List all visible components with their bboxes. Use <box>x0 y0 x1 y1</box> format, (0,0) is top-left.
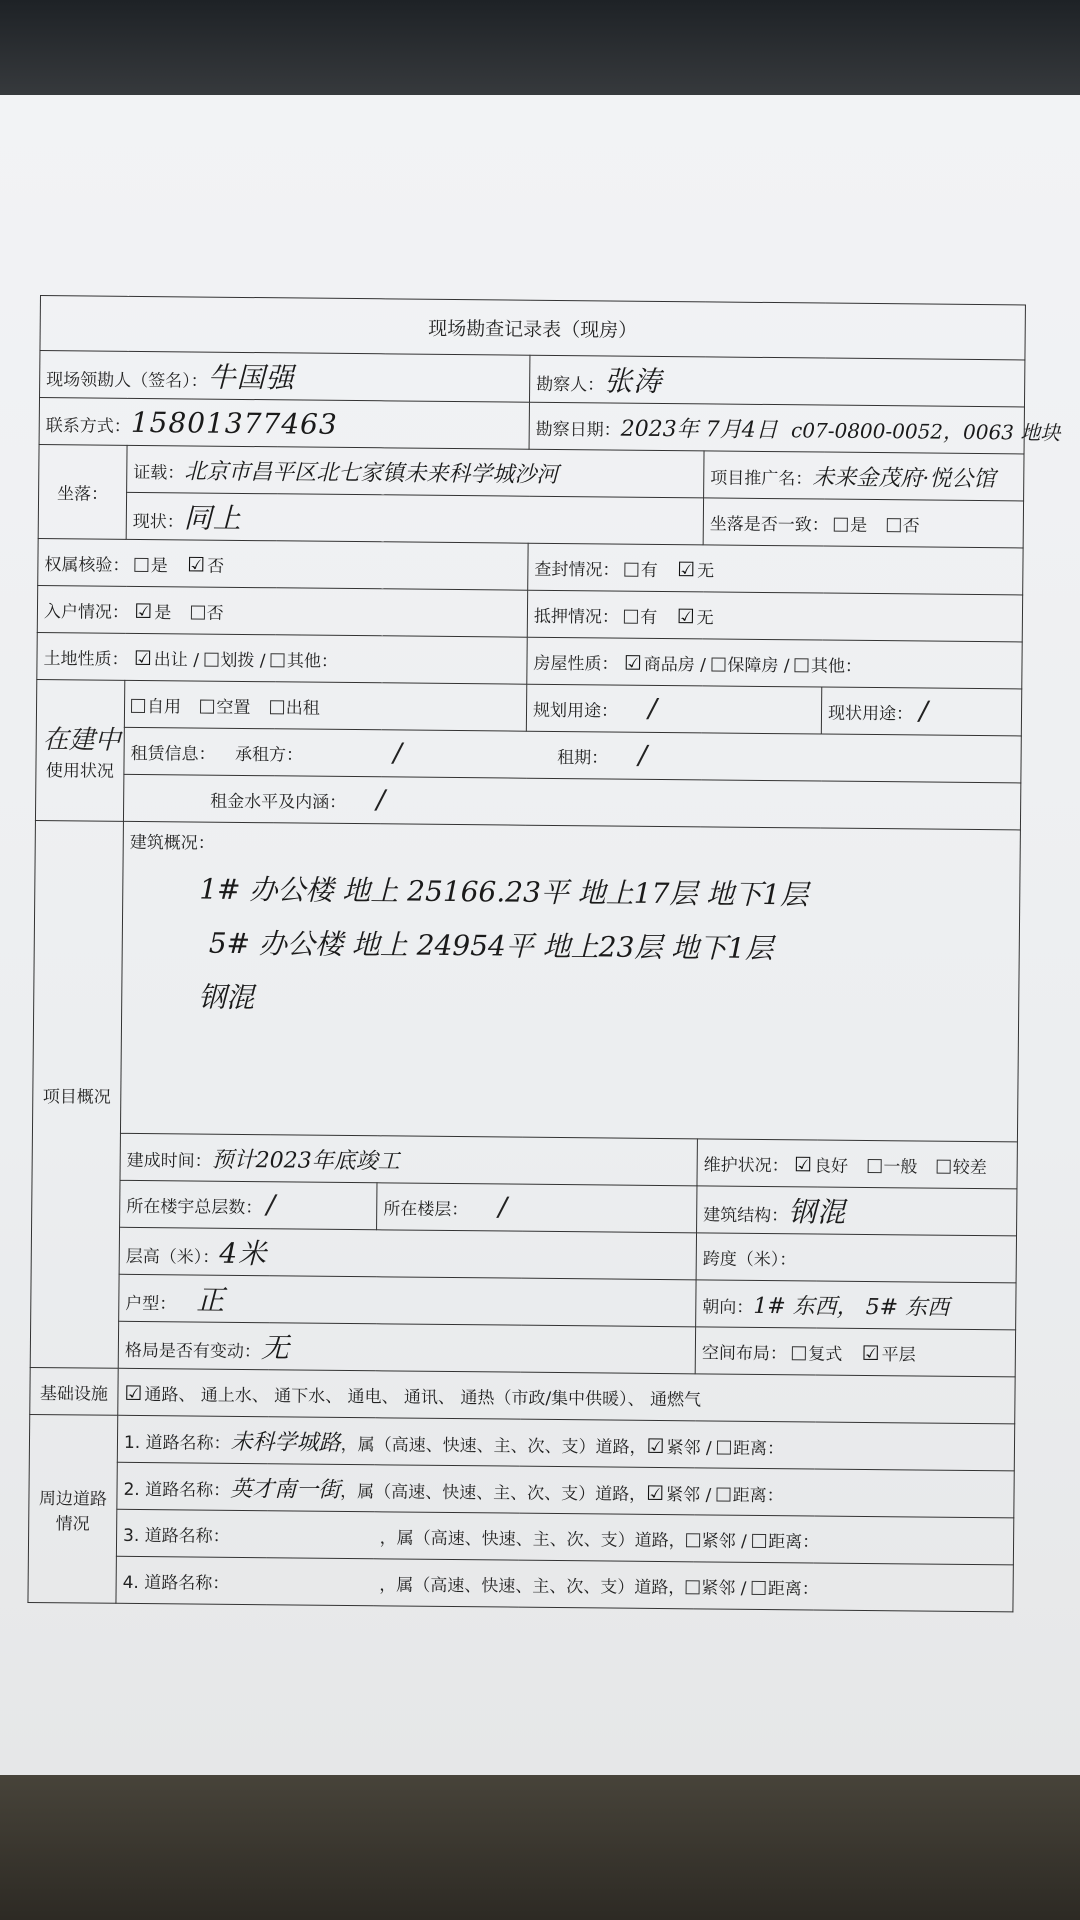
cert-cell <box>127 445 704 498</box>
land-opt2: 划拨 <box>220 650 255 671</box>
location-label: 坐落： <box>38 444 127 539</box>
rent-level-cell <box>123 774 1021 830</box>
unit-type-label: 户型： <box>125 1293 177 1315</box>
building-line-2: 5# 办公楼 地上 24954平 地上23层 地下1层 <box>208 926 774 966</box>
building-overview-cell <box>120 821 1020 1142</box>
house-opt2: 保障房 <box>727 655 779 676</box>
orientation-value: 1# 东西， 5# 东西 <box>753 1293 950 1321</box>
mortgage-has-checkbox[interactable] <box>624 609 638 623</box>
surveyor-label: 勘察人： <box>536 374 605 396</box>
road-2-cell: 2. 道路名称：英才南一街，属（高速、快速、主、次、支）道路，☑ 紧邻 / 距离： <box>117 1462 1015 1518</box>
road-1-dist: 距离： <box>732 1438 785 1459</box>
space-layout-cell <box>695 1327 1016 1377</box>
status-label: 现状： <box>132 511 184 533</box>
contact-cell <box>39 398 529 450</box>
planned-use-cell <box>526 684 821 734</box>
height-value: 4米 <box>219 1236 268 1271</box>
road-3-type: ，属（高速、快速、主、次、支）道路， <box>379 1527 686 1551</box>
lessee-label: 承租方： <box>234 744 304 766</box>
flat-label: 平层 <box>881 1344 916 1365</box>
slash-mark-icon: / <box>392 738 402 769</box>
surveyor-cell <box>529 355 1025 407</box>
lease-cell <box>124 727 1022 783</box>
ownership-label: 权属核验： <box>44 554 130 576</box>
infra-items: 通路、 通上水、 通下水、 通电、 通讯、 通热（市政/集中供暖）、 通燃气 <box>144 1384 702 1410</box>
consistent-yes-label: 是 <box>850 515 868 536</box>
house-opt3: 其他： <box>810 655 863 677</box>
roads-label: 周边道路情况 <box>28 1414 118 1603</box>
road-2-label: 2. 道路名称： <box>123 1479 231 1501</box>
entry-yes-label: 是 <box>154 602 172 623</box>
land-opt2-checkbox[interactable] <box>204 652 218 666</box>
road-3-label: 3. 道路名称： <box>123 1525 230 1547</box>
seal-none-label: 无 <box>697 560 715 581</box>
total-floors-label: 所在楼宇总层数： <box>126 1196 263 1219</box>
consistent-cell <box>703 498 1024 548</box>
maintenance-cell <box>697 1139 1018 1189</box>
desk-background-bottom <box>0 1760 1080 1920</box>
entry-no-checkbox[interactable] <box>191 605 205 619</box>
road-1-type: ，属（高速、快速、主、次、支）道路， <box>340 1434 647 1458</box>
lease-label: 租赁信息： <box>130 743 216 765</box>
land-opt3-checkbox[interactable] <box>271 653 285 667</box>
infra-label: 基础设施 <box>30 1367 118 1415</box>
mortgage-label: 抵押情况： <box>533 606 620 628</box>
land-opt1: 出让 <box>153 649 188 670</box>
entry-no-label: 否 <box>206 603 224 624</box>
usage-rent-checkbox[interactable] <box>270 700 284 714</box>
slash-mark-icon: / <box>647 693 657 724</box>
cert-label: 证载： <box>133 462 185 483</box>
date-note: c07-0800-0052，0063 地块 <box>791 417 1061 445</box>
contact-value: 15801377463 <box>130 405 338 441</box>
leader-signature: 牛国强 <box>207 360 295 395</box>
usage-self-label: 自用 <box>146 696 182 717</box>
road-3-adj-checkbox[interactable] <box>686 1533 700 1547</box>
mortgage-none-label: 无 <box>696 607 714 628</box>
road-1-adj: 紧邻 <box>666 1437 701 1458</box>
road-4-type: ，属（高速、快速、主、次、支）道路， <box>379 1574 686 1598</box>
seal-has-label: 有 <box>640 560 658 581</box>
check-mark-icon: ☑ <box>623 650 642 675</box>
mortgage-cell <box>527 590 1023 642</box>
entry-label: 入户情况： <box>43 601 130 623</box>
layout-change-cell <box>118 1321 695 1374</box>
leader-cell <box>40 351 530 403</box>
check-mark-icon: ☑ <box>646 1480 665 1505</box>
road-4-cell: 4. 道路名称： ，属（高速、快速、主、次、支）道路， 紧邻 / 距离： <box>116 1556 1014 1612</box>
usage-label-cell <box>35 679 124 821</box>
current-use-cell <box>821 687 1022 736</box>
check-mark-icon: ☑ <box>676 603 695 628</box>
house-opt3-checkbox[interactable] <box>795 658 809 672</box>
usage-handwritten: 在建中 <box>42 725 121 756</box>
floor-label: 所在楼层： <box>383 1199 469 1221</box>
maintenance-poor: 较差 <box>952 1157 987 1178</box>
form-table <box>27 295 1061 1612</box>
unit-type-cell <box>119 1274 696 1327</box>
ownership-yes-checkbox[interactable] <box>135 557 149 571</box>
road-2-adj: 紧邻 <box>665 1484 701 1505</box>
road-1-cell: 1. 道路名称：未科学城路，属（高速、快速、主、次、支）道路，☑ 紧邻 / 距离： <box>117 1415 1015 1471</box>
road-3-dist-checkbox[interactable] <box>752 1533 766 1547</box>
status-value: 同上 <box>183 501 243 535</box>
promo-label: 项目推广名： <box>710 467 813 489</box>
desk-background-top <box>0 0 1080 110</box>
house-label: 房屋性质： <box>533 653 619 675</box>
consistent-yes-checkbox[interactable] <box>834 517 848 531</box>
seal-cell <box>528 543 1024 595</box>
usage-rent-label: 出租 <box>285 697 320 719</box>
paper-sheet <box>0 95 1080 1775</box>
check-mark-icon: ☑ <box>793 1151 813 1176</box>
date-cell <box>529 402 1061 454</box>
structure-cell <box>697 1186 1018 1236</box>
structure-label: 建筑结构： <box>703 1205 789 1227</box>
current-use-label: 现状用途： <box>827 703 914 725</box>
date-label: 勘察日期： <box>535 419 621 441</box>
mortgage-has-label: 有 <box>640 607 658 628</box>
orientation-label: 朝向： <box>702 1296 754 1318</box>
cert-value: 北京市昌平区北七家镇未来科学城沙河 <box>184 458 559 488</box>
slash-mark-icon: / <box>918 696 928 727</box>
unit-type-value: 正 <box>196 1283 226 1317</box>
consistent-label: 坐落是否一致： <box>709 513 829 536</box>
slash-mark-icon: / <box>266 1190 276 1221</box>
check-mark-icon: ☑ <box>187 551 206 577</box>
land-label: 土地性质： <box>43 648 129 670</box>
land-opt3: 其他： <box>286 650 339 672</box>
building-line-1: 1# 办公楼 地上 25166.23平 地上17层 地下1层 <box>199 872 809 912</box>
road-3-adj: 紧邻 <box>701 1530 736 1552</box>
usage-vacant-checkbox[interactable] <box>200 699 214 713</box>
road-2-value: 英才南一街 <box>230 1476 341 1503</box>
form-title: 现场勘查记录表（现房） <box>40 296 1026 360</box>
date-value: 2023年 7月4日 <box>620 416 778 443</box>
ownership-cell <box>38 538 528 590</box>
slash-mark-icon: / <box>376 785 386 816</box>
consistent-no-label: 否 <box>902 515 920 536</box>
survey-form <box>27 295 1061 1612</box>
total-floors-cell <box>120 1180 377 1229</box>
term-label: 租期： <box>557 747 609 769</box>
space-layout-label: 空间布局： <box>701 1342 787 1364</box>
usage-label: 使用状况 <box>45 761 115 782</box>
infra-cell <box>118 1368 1016 1424</box>
road-2-dist-checkbox[interactable] <box>717 1487 731 1501</box>
promo-value: 未来金茂府·悦公馆 <box>812 464 996 492</box>
house-opt2-checkbox[interactable] <box>711 657 725 671</box>
building-line-3: 钢混 <box>198 980 255 1015</box>
road-4-adj: 紧邻 <box>701 1577 736 1599</box>
land-cell: 土地性质： ☑ 出让 / 划拨 / 其他： <box>37 632 527 684</box>
height-label: 层高（米）： <box>125 1246 220 1268</box>
road-2-dist: 距离： <box>732 1485 784 1506</box>
surveyor-signature: 张涛 <box>604 364 663 398</box>
maintenance-normal-checkbox[interactable] <box>867 1158 881 1172</box>
slash-mark-icon: / <box>638 740 648 771</box>
span-label: 跨度（米）： <box>702 1248 797 1270</box>
maintenance-poor-checkbox[interactable] <box>937 1159 951 1173</box>
check-mark-icon: ☑ <box>677 556 696 581</box>
maintenance-label: 维护状况： <box>703 1154 789 1176</box>
built-time-cell <box>120 1133 697 1186</box>
span-cell <box>696 1233 1017 1283</box>
planned-use-label: 规划用途： <box>532 700 619 722</box>
consistent-no-checkbox[interactable] <box>887 518 901 532</box>
road-4-label: 4. 道路名称： <box>122 1572 230 1594</box>
structure-value: 钢混 <box>788 1195 847 1229</box>
check-mark-icon: ☑ <box>124 1380 143 1405</box>
check-mark-icon: ☑ <box>134 598 153 623</box>
maintenance-normal: 一般 <box>883 1156 918 1177</box>
project-label: 项目概况 <box>30 820 123 1368</box>
road-4-dist: 距离： <box>767 1578 819 1600</box>
orientation-cell <box>696 1280 1017 1330</box>
house-cell: 房屋性质： ☑ 商品房 / 保障房 / 其他： <box>527 637 1023 689</box>
building-overview-label: 建筑概况： <box>129 832 215 854</box>
contact-label: 联系方式： <box>45 415 131 437</box>
road-1-dist-checkbox[interactable] <box>717 1440 731 1454</box>
house-opt1: 商品房 <box>643 654 695 675</box>
status-cell <box>126 492 703 545</box>
road-3-dist: 距离： <box>768 1531 820 1553</box>
road-1-label: 1. 道路名称： <box>123 1432 231 1454</box>
ownership-no-label: 否 <box>207 556 225 577</box>
check-mark-icon: ☑ <box>646 1433 665 1458</box>
height-cell <box>119 1227 696 1280</box>
road-4-dist-checkbox[interactable] <box>752 1580 766 1594</box>
layout-change-label: 格局是否有变动： <box>124 1340 261 1363</box>
check-mark-icon: ☑ <box>133 645 152 670</box>
road-2-type: ，属（高速、快速、主、次、支）道路， <box>340 1481 647 1505</box>
usage-options-cell <box>124 680 526 731</box>
road-1-value: 未科学城路 <box>230 1429 341 1456</box>
leader-label: 现场领勘人（签名）： <box>46 370 208 392</box>
seal-label: 查封情况： <box>534 559 620 581</box>
entry-cell <box>37 585 527 637</box>
duplex-checkbox[interactable] <box>792 1346 806 1360</box>
maintenance-good: 良好 <box>813 1155 849 1177</box>
duplex-label: 复式 <box>808 1343 843 1365</box>
seal-has-checkbox[interactable] <box>625 562 639 576</box>
rent-level-label: 租金水平及内涵： <box>210 791 347 813</box>
layout-change-value: 无 <box>260 1331 291 1365</box>
check-mark-icon: ☑ <box>861 1340 880 1365</box>
built-time-value: 预计2023年底竣工 <box>211 1147 400 1174</box>
road-3-cell: 3. 道路名称： ，属（高速、快速、主、次、支）道路， 紧邻 / 距离： <box>116 1509 1014 1565</box>
ownership-yes-label: 是 <box>150 555 168 576</box>
road-4-adj-checkbox[interactable] <box>685 1580 699 1594</box>
usage-self-checkbox[interactable] <box>131 698 145 712</box>
usage-vacant-label: 空置 <box>216 697 251 718</box>
slash-mark-icon: / <box>498 1192 508 1223</box>
floor-cell <box>377 1183 697 1233</box>
built-time-label: 建成时间： <box>126 1150 212 1172</box>
promo-cell <box>704 451 1025 501</box>
